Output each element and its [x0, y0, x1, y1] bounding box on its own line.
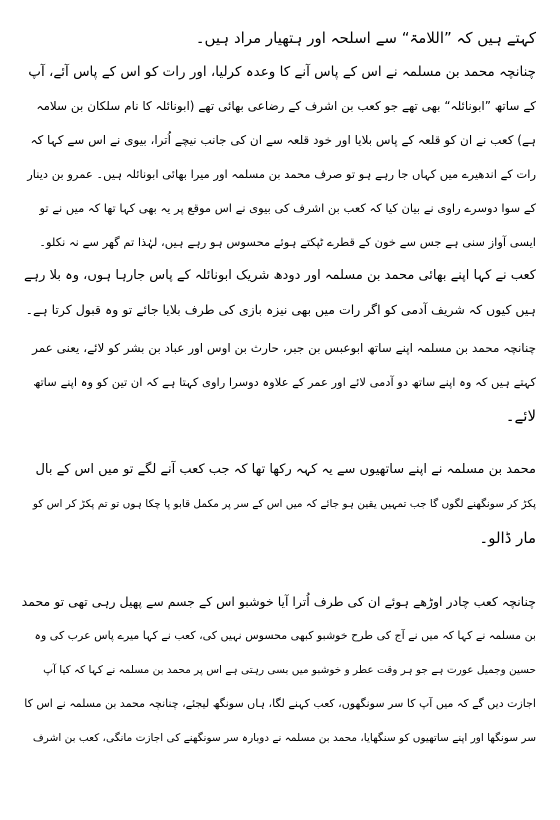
text-line: کعب نے کہا اپنے بھائی محمد بن مسلمہ اور دودھ شریک ابونائلہ کے پاس جارہا ہوں، وہ بلا رہے [23, 268, 536, 283]
text-line: کے ساتھ ”ابونائلہ“ بھی تھے جو کعب بن اشرف کے رضاعی بھائی تھے (ابونائلہ کا نام سلکان بن سلامہ [36, 99, 536, 113]
text-line: اجازت دیں گے کہ میں آپ کا سر سونگھوں، کعب کہنے لگا، ہاں سونگھ لیجئے، چنانچہ محمد بن مسلمہ نے اس کا [24, 697, 536, 710]
text-line: چنانچہ محمد بن مسلمہ نے اس کے پاس آنے کا وعدہ کرلیا، اور رات کو اس کے پاس آئے، آپ [28, 64, 536, 80]
text-line: ہے) کعب نے ان کو قلعہ کے پاس بلایا اور خود قلعہ سے ان کی جانب نیچے اُترا، بیوی نے اس سے کہا کہ [30, 133, 536, 147]
text-line: حسین وجمیل عورت ہے جو ہر وقت عطر و خوشبو میں بسی رہتی ہے اس پر محمد بن مسلمہ نے کہا کہ کیا آپ [43, 664, 536, 676]
text-line: بن مسلمہ نے کہا کہ میں نے آج کی طرح خوشبو کبھی محسوس نہیں کی، کعب نے کہا میرے پاس عرب کی وہ [34, 629, 536, 642]
text-line: کہتے ہیں کہ ”اللامۃ“ سے اسلحہ اور ہتھیار مراد ہیں۔ [195, 29, 536, 47]
text-line: ہیں کیوں کہ شریف آدمی کو اگر رات میں بھی نیزہ بازی کی طرف بلایا جائے تو وہ قبول کرتا ہے۔ [25, 302, 536, 317]
text-line: چنانچہ محمد بن مسلمہ اپنے ساتھ ابوعبس بن جبر، حارث بن اوس اور عباد بن بشر کو لائے، یعنی عمر [32, 341, 536, 355]
text-line: لائے۔ [505, 407, 536, 425]
text-line: رات کے اندھیرے میں کہاں جا رہے ہو تو صرف محمد بن مسلمہ اور میرا بھائی ابونائلہ ہیں۔ عمرو بن دینار [27, 167, 536, 181]
text-line: کہتے ہیں کہ وہ اپنے ساتھ دو آدمی لائے اور عمر کے علاوہ دوسرا راوی کہتا ہے کہ ان تین کو وہ اپنے ساتھ [33, 375, 536, 389]
text-line: کے سوا دوسرے راوی نے بیان کیا کہ کعب بن اشرف کی بیوی نے اس موقع پر یہ بھی کہا تھا کہ میں نے تو [39, 201, 536, 215]
text-line: چنانچہ کعب چادر اوڑھے ہوئے ان کی طرف اُترا آیا خوشبو اس کے جسم سے پھیل رہی تھی تو محمد [22, 594, 536, 609]
text-line: پکڑ کر سونگھنے لگوں گا جب تمہیں یقین ہو جائے کہ میں اس کے سر پر مکمل قابو پا چکا ہوں تو تم پکڑ کر اس کو [32, 498, 536, 510]
text-line: ایسی آواز سنی ہے جس سے خون کے قطرے ٹپکتے ہوئے محسوس ہو رہے ہیں، لہٰذا تم گھر سے نہ نکلو۔ [39, 235, 536, 249]
text-line: مار ڈالو۔ [479, 529, 536, 547]
text-line: محمد بن مسلمہ نے اپنے ساتھیوں سے یہ کہہ رکھا تھا کہ جب کعب آنے لگے تو میں اس کے بال [35, 462, 536, 477]
text-line: سر سونگھا اور اپنے ساتھیوں کو سنگھایا، محمد بن مسلمہ نے دوبارہ سر سونگھنے کی اجازت مانگی، کعب بن اشرف [32, 732, 536, 744]
